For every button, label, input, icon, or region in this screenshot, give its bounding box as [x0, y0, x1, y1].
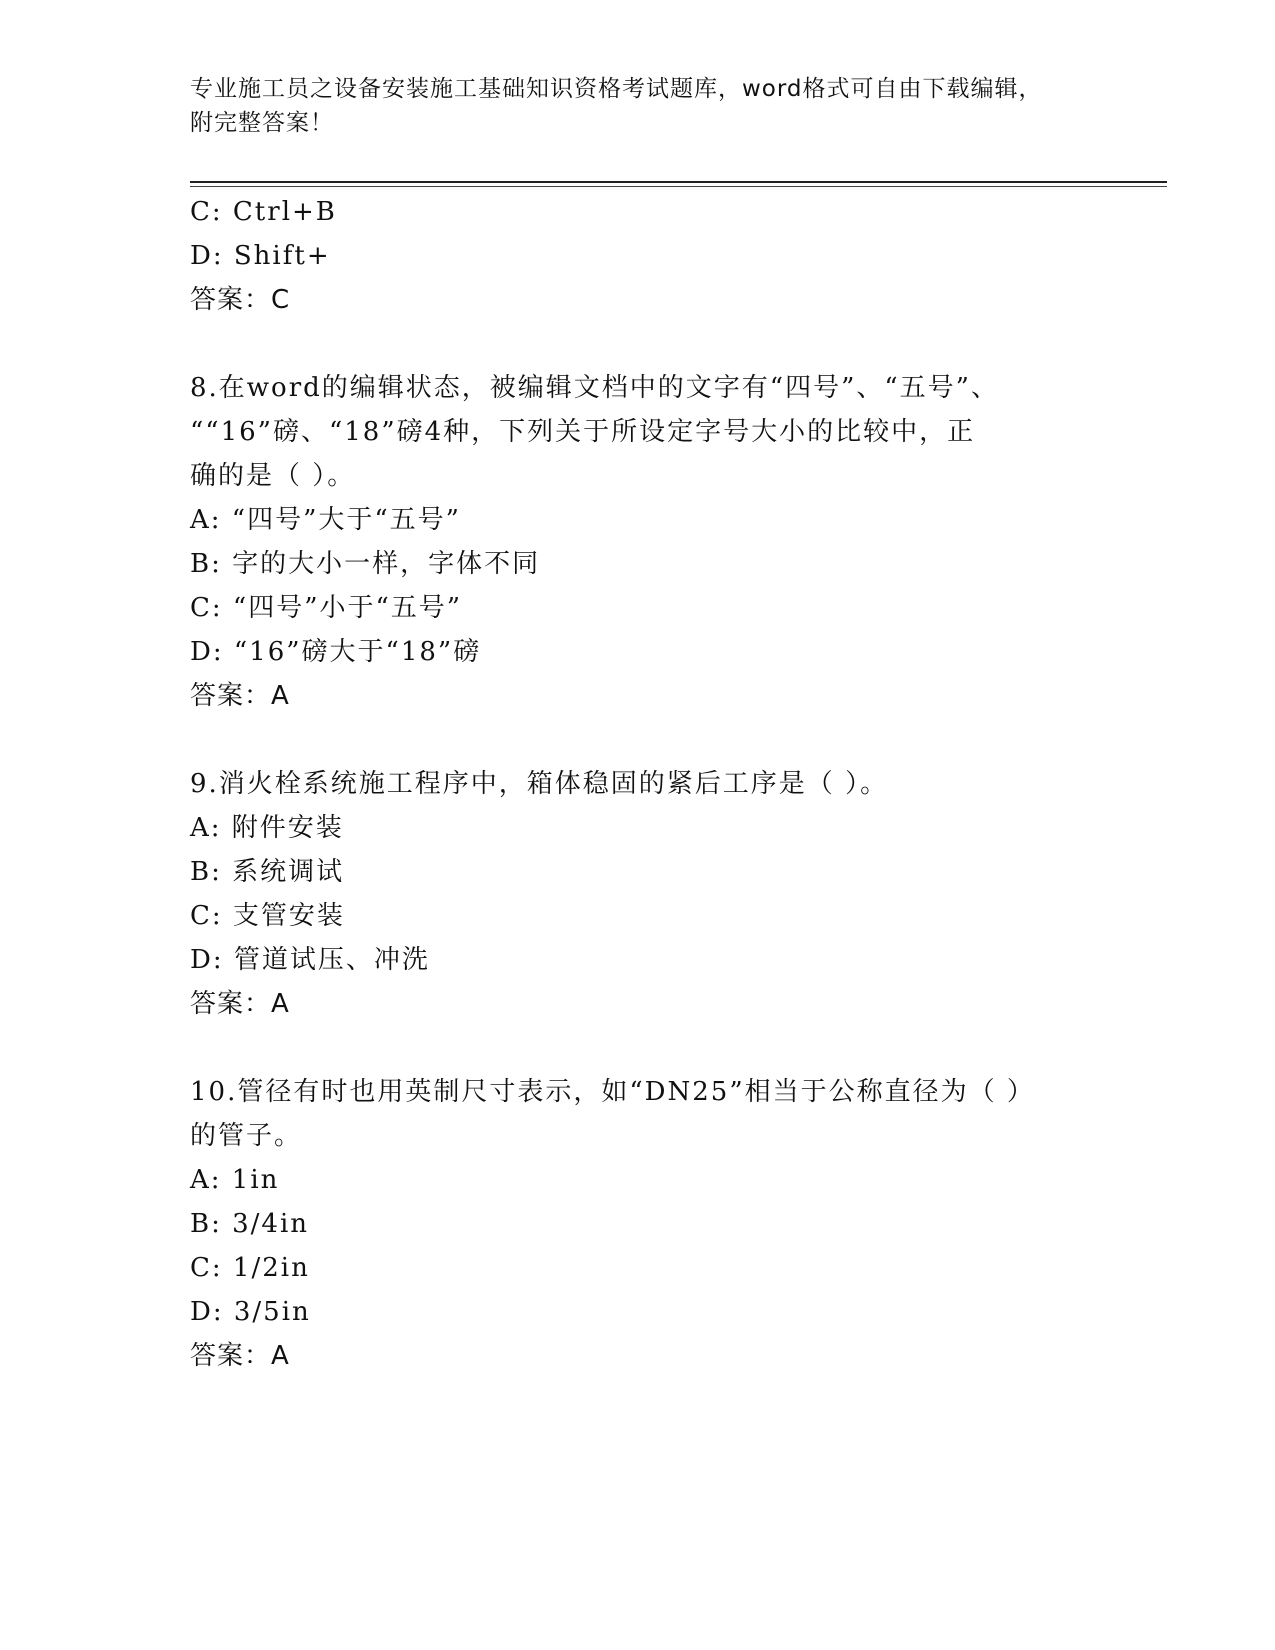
- q8-option-b: B: 字的大小一样，字体不同: [190, 549, 541, 579]
- q8-stem-line-3: 确的是（ ）。: [190, 461, 356, 491]
- header-line-1: 专业施工员之设备安装施工基础知识资格考试题库，word格式可自由下载编辑，: [190, 76, 1043, 102]
- q8-option-a: A: “四号”大于“五号”: [190, 505, 461, 535]
- q9-option-a: A: 附件安装: [190, 813, 344, 843]
- header-divider-thin: [190, 186, 1167, 187]
- q10-stem-line-2: 的管子。: [190, 1121, 303, 1151]
- q8-answer: 答案：A: [190, 681, 290, 711]
- q9-stem-line-1: 9.消火栓系统施工程序中，箱体稳固的紧后工序是（ ）。: [190, 769, 889, 799]
- q8-stem-line-1: 8.在word的编辑状态，被编辑文档中的文字有“四号”、“五号”、: [190, 373, 999, 403]
- q7-answer: 答案：C: [190, 285, 291, 315]
- q10-option-c: C: 1/2in: [190, 1253, 310, 1283]
- header-line-2: 附完整答案！: [190, 110, 334, 136]
- q10-option-a: A: 1in: [190, 1165, 280, 1195]
- q10-answer: 答案：A: [190, 1341, 290, 1371]
- q10-stem-line-1: 10.管径有时也用英制尺寸表示，如“DN25”相当于公称直径为（ ）: [190, 1077, 1035, 1107]
- q9-option-c: C: 支管安装: [190, 901, 345, 931]
- q9-answer: 答案：A: [190, 989, 290, 1019]
- q10-option-d: D: 3/5in: [190, 1297, 311, 1327]
- q7-option-d: D: Shift+: [190, 241, 331, 271]
- page-header: [190, 72, 1070, 140]
- q9-option-d: D: 管道试压、冲洗: [190, 945, 430, 975]
- q8-option-d: D: “16”磅大于“18”磅: [190, 637, 482, 667]
- q7-option-c: C: Ctrl+B: [190, 197, 337, 227]
- q9-option-b: B: 系统调试: [190, 857, 345, 887]
- q10-option-b: B: 3/4in: [190, 1209, 310, 1239]
- header-divider-thick: [190, 181, 1167, 183]
- q8-option-c: C: “四号”小于“五号”: [190, 593, 463, 623]
- q8-stem-line-2: ““16”磅、“18”磅4种，下列关于所设定字号大小的比较中，正: [190, 417, 976, 447]
